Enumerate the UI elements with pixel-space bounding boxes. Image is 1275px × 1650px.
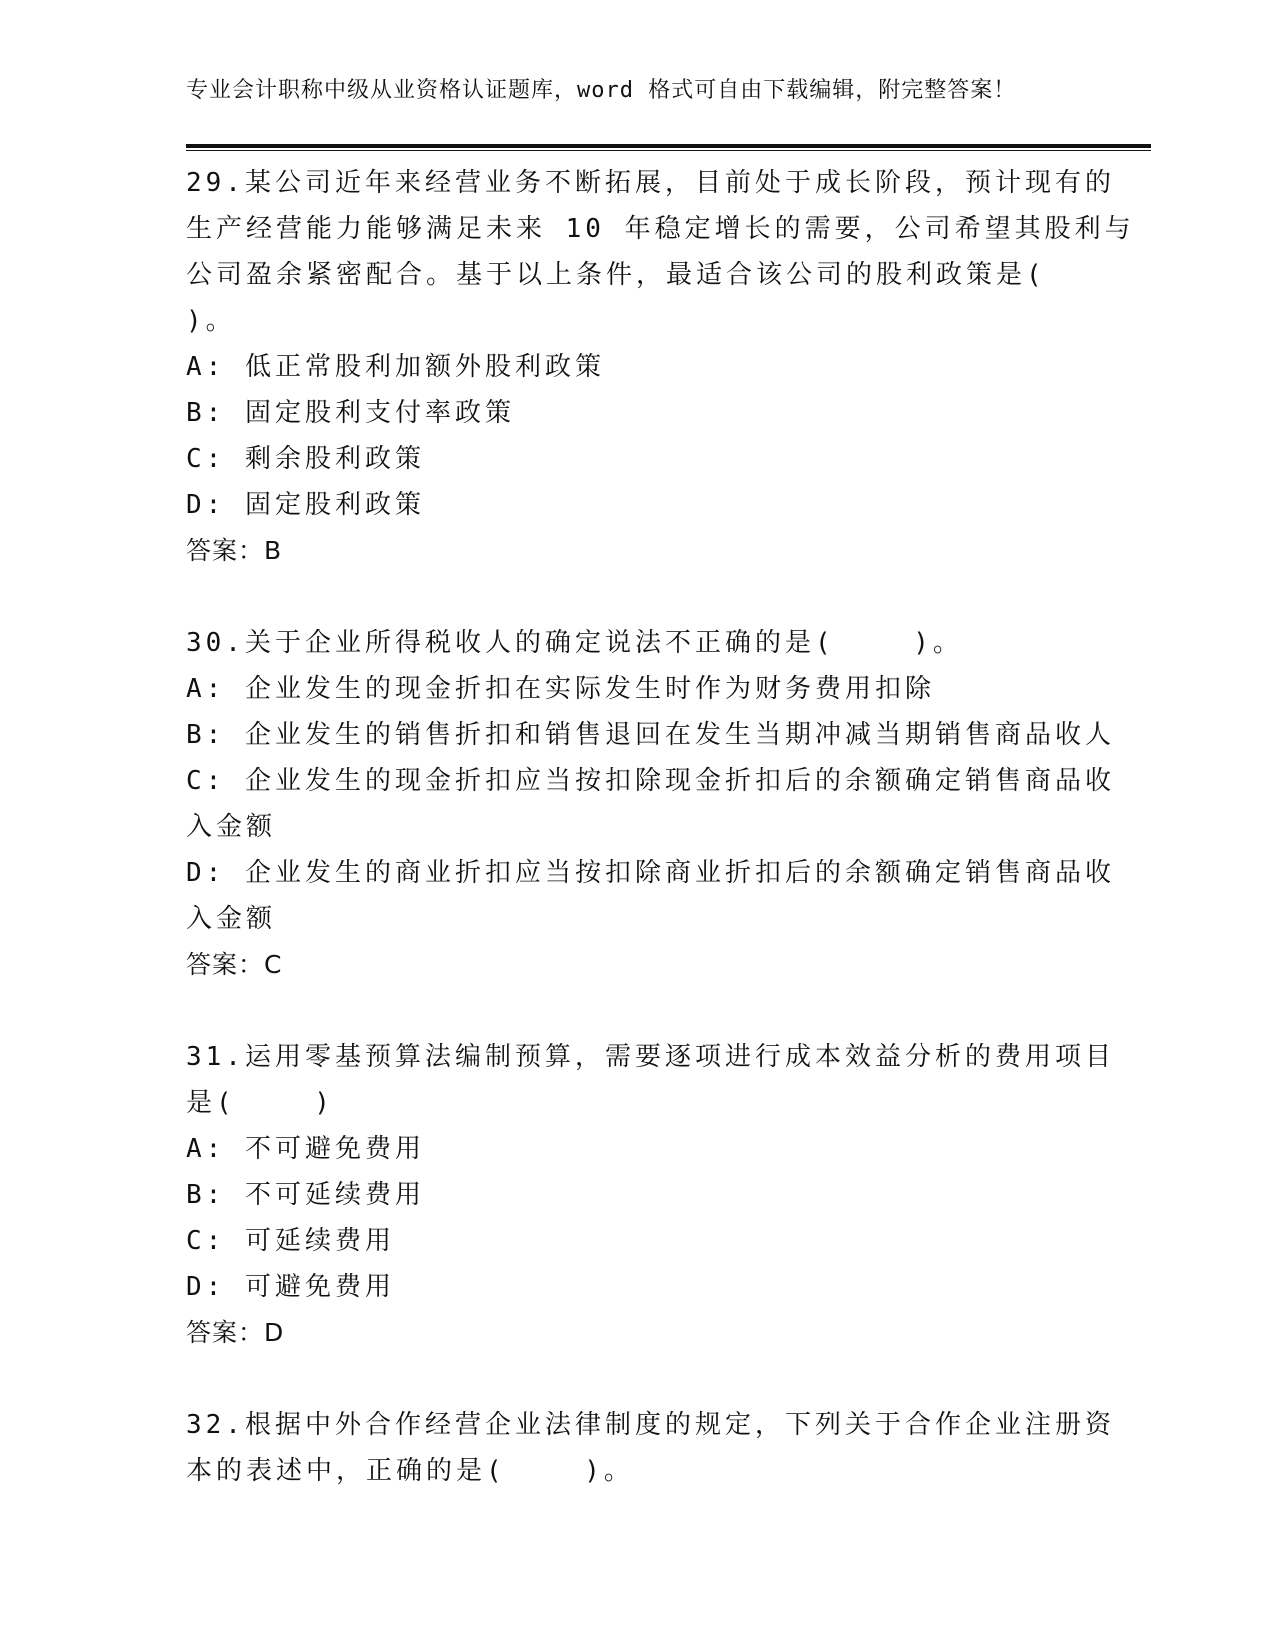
option-c: C: 可延续费用 xyxy=(186,1226,395,1256)
page-header: 专业会计职称中级从业资格认证题库，word 格式可自由下载编辑，附完整答案！ xyxy=(186,78,1017,103)
question-stem-line: 30.关于企业所得税收人的确定说法不正确的是( )。 xyxy=(186,628,963,658)
question-stem-line: 本的表述中，正确的是( )。 xyxy=(186,1456,634,1486)
option-c: C: 企业发生的现金折扣应当按扣除现金折扣后的余额确定销售商品收 入金额 xyxy=(186,766,1115,842)
option-d: D: 企业发生的商业折扣应当按扣除商业折扣后的余额确定销售商品收 入金额 xyxy=(186,858,1115,934)
question-list xyxy=(186,160,1135,1494)
spacer xyxy=(186,574,1086,620)
answer-label: 答案：C xyxy=(186,950,283,979)
option-b: B: 不可延续费用 xyxy=(186,1180,425,1210)
question-stem-line: 公司盈余紧密配合。基于以上条件，最适合该公司的股利政策是( xyxy=(186,260,1046,290)
question-stem-line: 31.运用零基预算法编制预算，需要逐项进行成本效益分析的费用项目 xyxy=(186,1042,1115,1072)
question-stem-line: 是( ) xyxy=(186,1088,334,1118)
question-stem-line: 32.根据中外合作经营企业法律制度的规定，下列关于合作企业注册资 xyxy=(186,1410,1115,1440)
option-b: B: 企业发生的销售折扣和销售退回在发生当期冲减当期销售商品收人 xyxy=(186,720,1115,750)
spacer xyxy=(186,1356,1086,1402)
question-stem-line: 29.某公司近年来经营业务不断拓展，目前处于成长阶段，预计现有的 xyxy=(186,168,1115,198)
option-a: A: 企业发生的现金折扣在实际发生时作为财务费用扣除 xyxy=(186,674,935,704)
option-c: C: 剩余股利政策 xyxy=(186,444,425,474)
answer-label: 答案：D xyxy=(186,1318,285,1347)
option-d: D: 固定股利政策 xyxy=(186,490,425,520)
header-rule-thin xyxy=(186,150,1151,151)
option-d: D: 可避免费用 xyxy=(186,1272,395,1302)
option-b: B: 固定股利支付率政策 xyxy=(186,398,515,428)
option-a: A: 低正常股利加额外股利政策 xyxy=(186,352,605,382)
option-a: A: 不可避免费用 xyxy=(186,1134,425,1164)
spacer xyxy=(186,988,1086,1034)
header-rule-thick xyxy=(186,144,1151,148)
question-32 xyxy=(186,1402,1115,1494)
question-31 xyxy=(186,1034,1115,1356)
question-30 xyxy=(186,620,1115,988)
question-stem-line: )。 xyxy=(186,306,236,336)
question-stem-line: 生产经营能力能够满足未来 10 年稳定增长的需要，公司希望其股利与 xyxy=(186,214,1135,244)
question-29 xyxy=(186,160,1135,574)
answer-label: 答案：B xyxy=(186,536,283,565)
